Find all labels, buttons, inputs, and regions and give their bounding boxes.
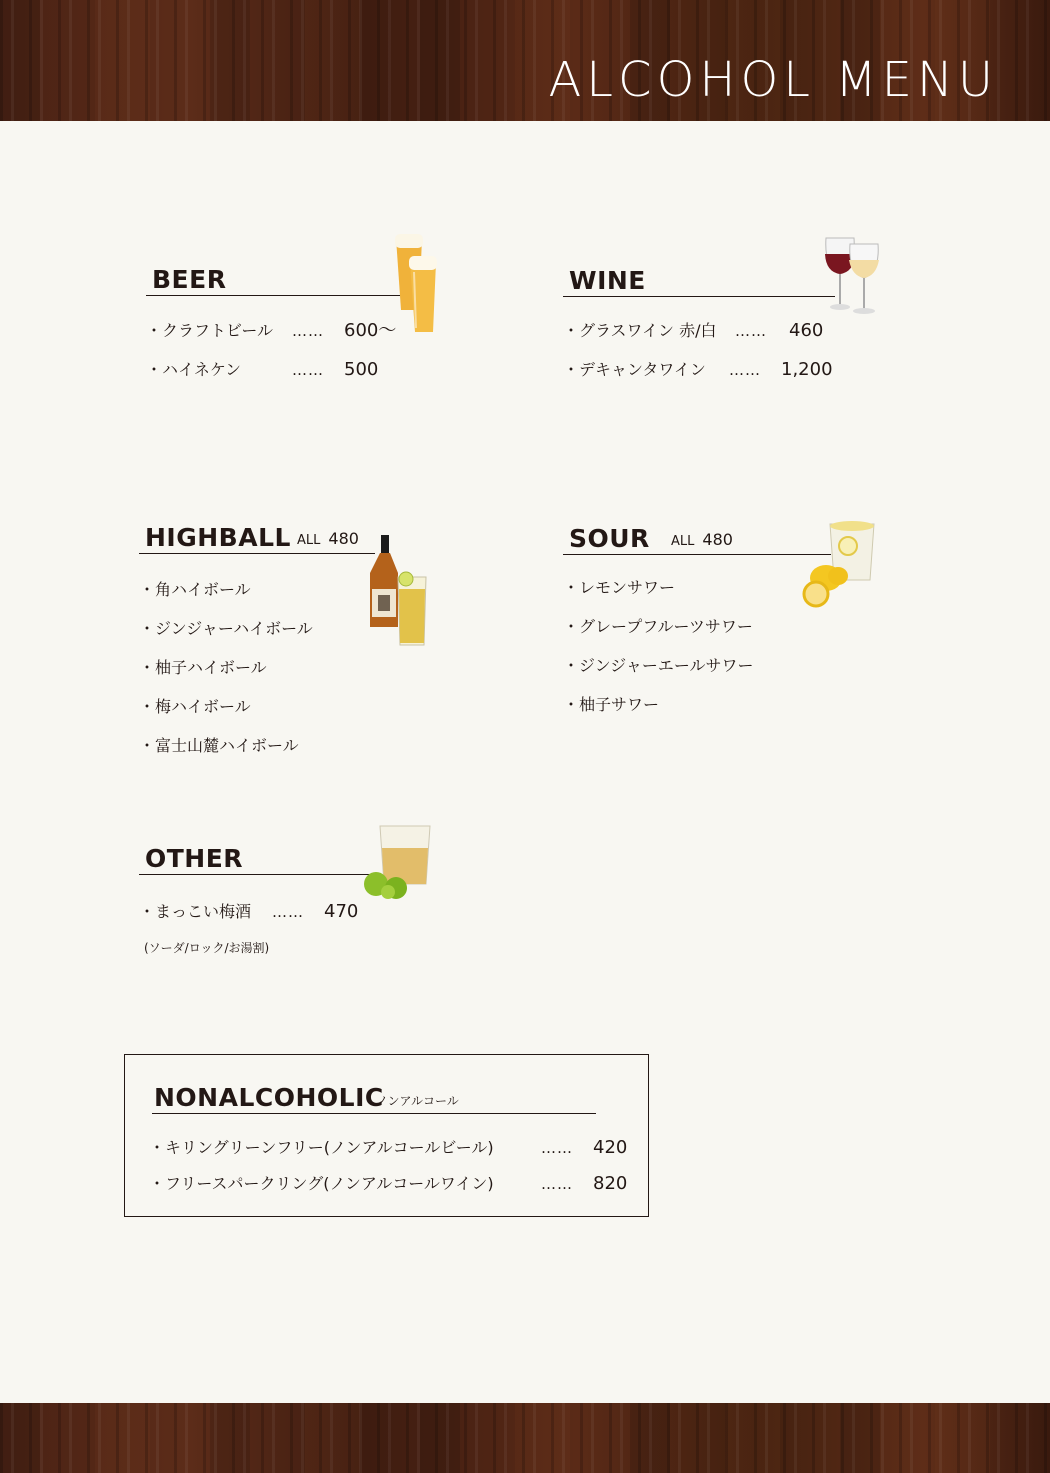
wine-item (563, 319, 838, 343)
lemon-sour-icon (800, 518, 878, 610)
sour-header (563, 524, 831, 555)
highball-section (139, 523, 379, 763)
other-section (139, 844, 379, 964)
nonalcoholic-subtitle: ノンアルコール (376, 1094, 459, 1108)
nonalcoholic-item (149, 1172, 629, 1196)
other-header (139, 844, 375, 875)
other-item-leader: …… (272, 903, 304, 921)
other-item-price: 470 (324, 901, 359, 922)
sour-all-price: ALL 480 (671, 530, 733, 549)
beer-title: BEER (152, 265, 227, 294)
footer-wood-band (0, 1403, 1050, 1473)
wine-header (563, 266, 835, 297)
nonalcoholic-item-leader: …… (541, 1139, 573, 1157)
sour-section (563, 524, 835, 724)
wine-item-leader: …… (729, 361, 761, 379)
beer-item-name: ・クラフトビール (146, 321, 274, 340)
menu-title: ALCOHOL MENU (548, 52, 998, 108)
umeshu-glass-icon (360, 822, 436, 902)
beer-item-leader: …… (292, 361, 324, 379)
wine-title: WINE (569, 266, 646, 295)
nonalcoholic-item (149, 1136, 629, 1160)
nonalcoholic-header (152, 1083, 596, 1114)
whisky-highball-icon (368, 533, 430, 648)
highball-item: ・柚子ハイボール (139, 658, 267, 677)
beer-header (146, 265, 404, 296)
wine-item-price: 460 (789, 320, 824, 341)
beer-item (146, 319, 406, 343)
nonalcoholic-item-name: ・キリングリーンフリー(ノンアルコールビール) (149, 1138, 494, 1157)
beer-item-price: 500 (344, 359, 379, 380)
nonalcoholic-title: NONALCOHOLIC (154, 1083, 384, 1112)
highball-item: ・ジンジャーハイボール (139, 619, 313, 638)
nonalcoholic-item-price: 820 (593, 1173, 628, 1194)
sour-item: ・レモンサワー (563, 578, 676, 597)
wine-item-leader: …… (735, 322, 767, 340)
wine-item-name: ・グラスワイン 赤/白 (563, 321, 717, 340)
other-title: OTHER (145, 844, 244, 873)
wine-item-name: ・デキャンタワイン (563, 360, 706, 379)
header-wood-band (0, 0, 1050, 121)
highball-item: ・角ハイボール (139, 580, 251, 599)
beer-item-name: ・ハイネケン (146, 360, 242, 379)
sour-title: SOUR (569, 524, 650, 553)
beer-item (146, 358, 406, 382)
sour-item: ・柚子サワー (563, 695, 660, 714)
beer-glasses-icon (392, 232, 442, 336)
nonalcoholic-item-name: ・フリースパークリング(ノンアルコールワイン) (149, 1174, 494, 1193)
nonalcoholic-item-price: 420 (593, 1137, 628, 1158)
wine-item (563, 358, 838, 382)
other-note: (ソーダ/ロック/お湯割) (144, 941, 270, 955)
highball-title: HIGHBALL (145, 523, 291, 552)
beer-item-leader: …… (292, 322, 324, 340)
other-item-name: ・まっこい梅酒 (139, 902, 252, 921)
nonalcoholic-item-leader: …… (541, 1175, 573, 1193)
highball-header (139, 523, 375, 554)
highball-item: ・梅ハイボール (139, 697, 251, 716)
beer-section (146, 265, 406, 395)
wine-item-price: 1,200 (781, 359, 833, 380)
wine-glasses-icon (822, 234, 882, 316)
wine-section (563, 266, 838, 396)
highball-item: ・富士山麓ハイボール (139, 736, 299, 755)
nonalcoholic-box (124, 1054, 649, 1217)
other-item (139, 900, 379, 924)
sour-item: ・グレープフルーツサワー (563, 617, 753, 636)
beer-item-price: 600～ (344, 320, 397, 341)
sour-item: ・ジンジャーエールサワー (563, 656, 754, 675)
highball-all-price: ALL 480 (297, 529, 359, 548)
